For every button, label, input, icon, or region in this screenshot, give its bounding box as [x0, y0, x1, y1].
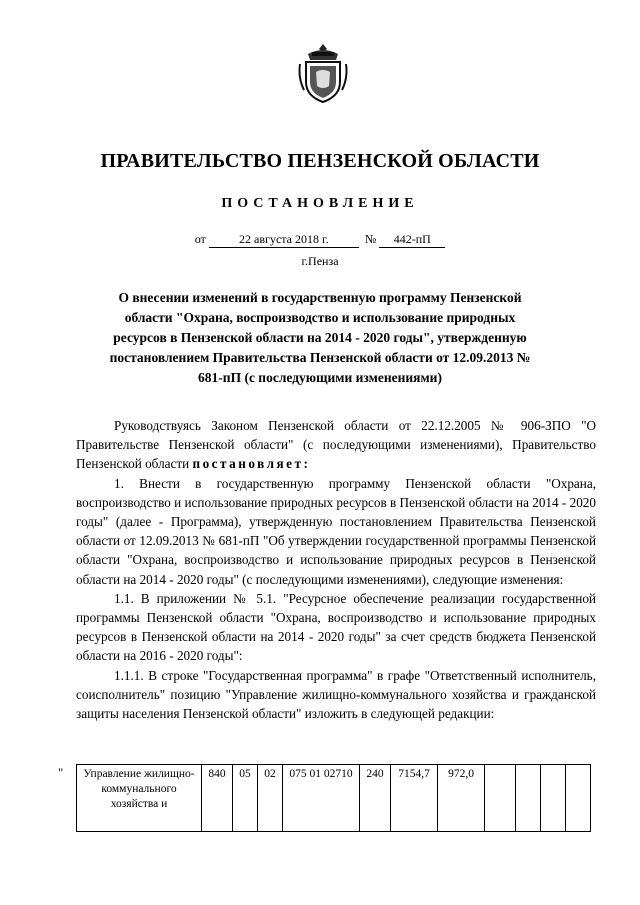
- decree-keyword: постановляет:: [192, 456, 311, 472]
- table-row: [77, 765, 591, 832]
- table-cell: [566, 765, 591, 832]
- paragraph-1: 1. Внести в государственную программу Пензенской области "Охрана, воспроизводство и использование природных ресурсов в Пензенской области на 2014 - 2020 годы" (далее - Программа), утвержденную постановлением Правительства Пензенской области от 12.09.2013 № 681-пП "Об утверждении государственной программы Пензенской области "Охрана, воспроизводство и использование природных ресурсов в Пензенской области на 2014 - 2020 годы" (с последующими изменениями), следующие изменения:: [76, 475, 596, 587]
- table-cell: 02: [258, 765, 283, 832]
- coat-of-arms-emblem: [296, 42, 350, 104]
- table-cell: [485, 765, 516, 832]
- opening-quote: ": [58, 765, 64, 780]
- paragraph-preamble: [76, 416, 596, 474]
- document-type: ПОСТАНОВЛЕНИЕ: [221, 196, 419, 211]
- table-cell: 240: [360, 765, 391, 832]
- date-prefix: от: [194, 232, 206, 246]
- document-number: 442-пП: [379, 232, 445, 248]
- budget-table: [76, 764, 591, 832]
- table-cell: 840: [202, 765, 233, 832]
- table-cell: Управление жилищно-коммунального хозяйства и: [77, 765, 202, 832]
- document-title: О внесении изменений в государственную программу Пензенской области "Охрана, воспроизводство и использование природных ресурсов в Пензенской области на 2014 - 2020 годы", утвержденную постановлением Правительства Пензенской области от 12.09.2013 № 681-пП (с последующими изменениями): [109, 290, 531, 385]
- city: г.Пенза: [301, 254, 339, 268]
- document-body: [76, 416, 596, 723]
- paragraph-1-1-1: 1.1.1. В строке "Государственная программа" в графе "Ответственный исполнитель, соисполнитель" позицию "Управление жилищно-коммунального хозяйства и гражданской защиты населения Пензенской области" изложить в следующей редакции:: [76, 667, 596, 722]
- date-number-line: [0, 232, 640, 248]
- table-cell: 7154,7: [391, 765, 438, 832]
- table-cell: [516, 765, 541, 832]
- organization-name: ПРАВИТЕЛЬСТВО ПЕНЗЕНСКОЙ ОБЛАСТИ: [100, 150, 540, 172]
- table-cell: [541, 765, 566, 832]
- table-cell: 972,0: [438, 765, 485, 832]
- table-cell: 075 01 02710: [283, 765, 360, 832]
- table-cell: 05: [233, 765, 258, 832]
- document-date: 22 августа 2018 г.: [209, 232, 359, 248]
- paragraph-1-1: 1.1. В приложении № 5.1. "Ресурсное обеспечение реализации государственной программы Пензенской области "Охрана, воспроизводство и использование природных ресурсов в Пензенской области на 2014 - 2020 годы" за счет средств бюджета Пензенской области на 2016 - 2020 годы":: [76, 590, 596, 664]
- preamble-text: Руководствуясь Законом Пензенской области от 22.12.2005 № 906-ЗПО "О Правительстве Пензенской области" (с последующими изменениями), Правительство Пензенской области: [76, 418, 596, 472]
- number-label: №: [364, 232, 377, 246]
